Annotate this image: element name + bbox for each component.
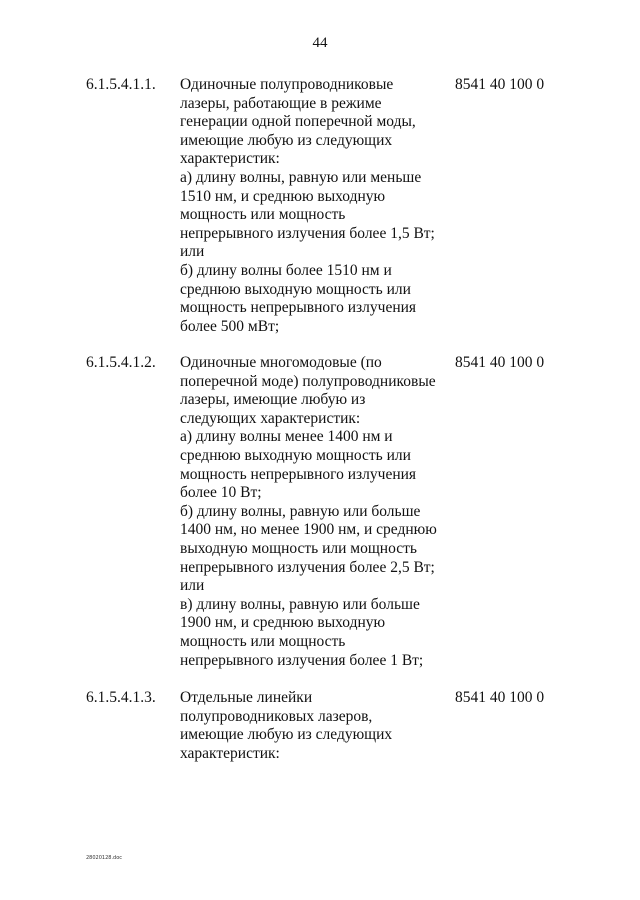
description-line: Одиночные многомодовые (по (180, 354, 382, 371)
description-line: генерации одной поперечной моды, (180, 113, 416, 131)
description-line: Отдельные линейки (180, 689, 313, 706)
description-line: в) длину волны, равную или больше (180, 595, 420, 613)
description-line: выходную мощность или мощность (180, 539, 417, 557)
description-line: полупроводниковых лазеров, (180, 707, 373, 725)
description-line: среднюю выходную мощность или (180, 446, 411, 464)
description-line: б) длину волны, равную или больше (180, 502, 421, 520)
entry-number: 6.1.5.4.1.2. (86, 354, 156, 371)
description-line: следующих характеристик: (180, 409, 361, 427)
description-line: более 10 Вт; (180, 484, 262, 502)
entry-description (180, 689, 455, 763)
description-line: 1900 нм, и среднюю выходную (180, 614, 386, 632)
page-number: 44 (312, 35, 328, 51)
description-line: или (180, 577, 205, 595)
entry-number: 6.1.5.4.1.1. (86, 76, 156, 93)
entry-description (180, 354, 455, 670)
description-line: более 500 мВт; (180, 317, 280, 335)
description-line: 1400 нм, но менее 1900 нм, и среднюю (180, 521, 437, 539)
description-line: характеристик: (180, 744, 280, 762)
entry-code: 8541 40 100 0 (455, 76, 545, 93)
description-line: или (180, 243, 205, 261)
description-line: а) длину волны менее 1400 нм и (180, 428, 393, 446)
description-line: среднюю выходную мощность или (180, 280, 411, 298)
entry-description (180, 76, 455, 336)
description-line: имеющие любую из следующих (180, 131, 393, 149)
description-line: Одиночные полупроводниковые (180, 76, 394, 93)
description-line: мощность непрерывного излучения (180, 465, 417, 483)
description-line: лазеры, имеющие любую из (180, 391, 366, 409)
description-line: 1510 нм, и среднюю выходную (180, 187, 386, 205)
description-line: а) длину волны, равную или меньше (180, 168, 422, 186)
description-line: мощность или мощность (180, 206, 346, 224)
description-line: мощность или мощность (180, 632, 346, 650)
description-line: непрерывного излучения более 1 Вт; (180, 651, 424, 669)
description-line: лазеры, работающие в режиме (180, 94, 382, 112)
description-line: характеристик: (180, 150, 280, 168)
description-line: имеющие любую из следующих (180, 726, 393, 744)
description-line: б) длину волны более 1510 нм и (180, 261, 392, 279)
description-line: непрерывного излучения более 2,5 Вт; (180, 558, 435, 576)
description-line: мощность непрерывного излучения (180, 299, 417, 317)
entry-number: 6.1.5.4.1.3. (86, 689, 156, 706)
entry-code: 8541 40 100 0 (455, 354, 545, 371)
description-line: непрерывного излучения более 1,5 Вт; (180, 224, 435, 242)
description-line: поперечной моде) полупроводниковые (180, 372, 436, 390)
footer-filename: 28020128.doc (86, 855, 123, 861)
entry-code: 8541 40 100 0 (455, 689, 545, 706)
